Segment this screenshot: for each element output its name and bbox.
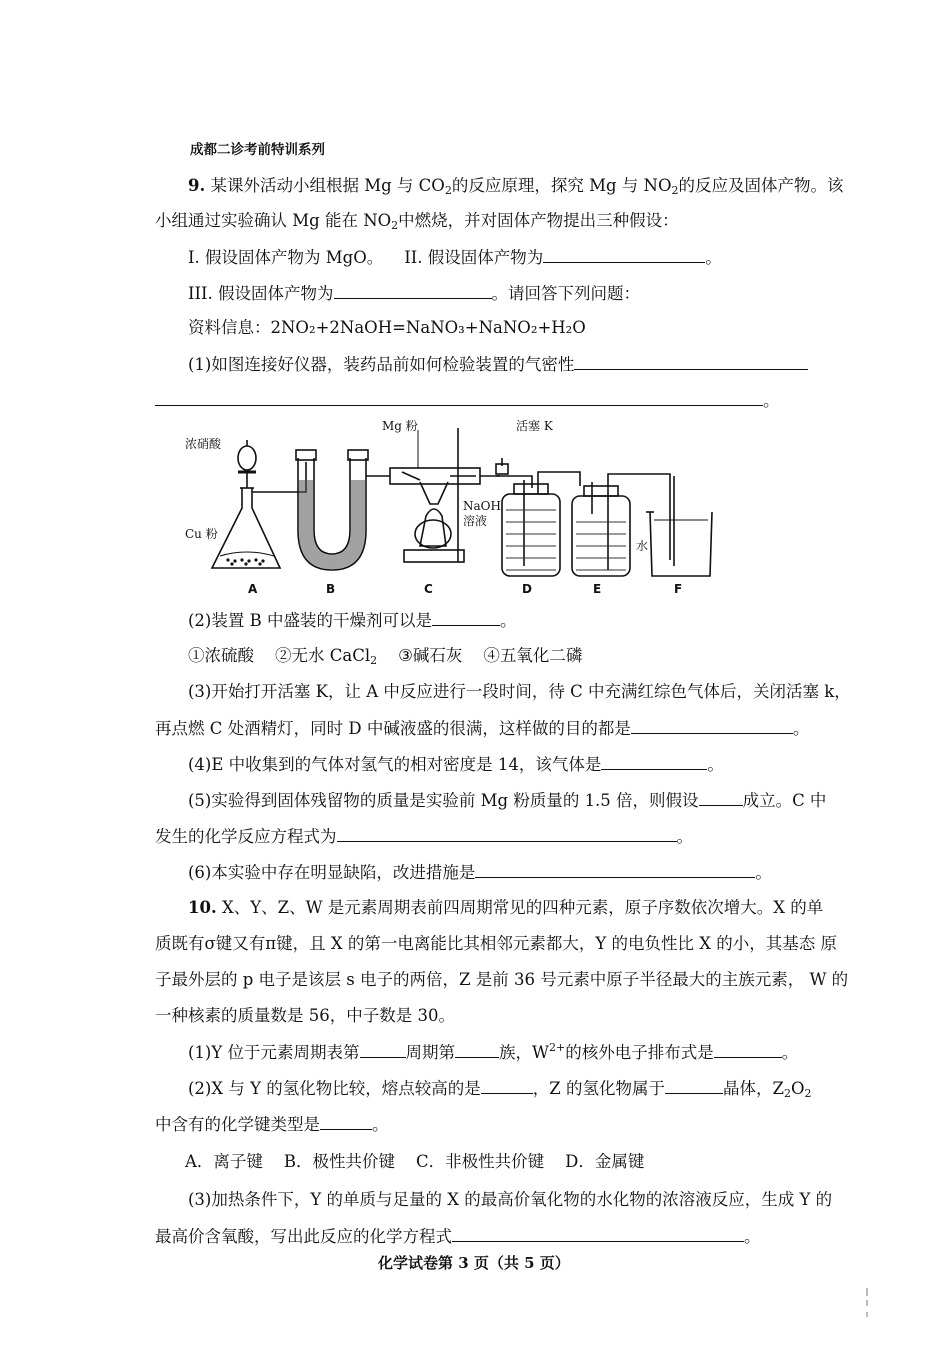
answer-blank[interactable] bbox=[432, 609, 500, 626]
label-water: 水 bbox=[636, 539, 649, 553]
q9-part3-line1: (3)开始打开活塞 K，让 A 中反应进行一段时间，待 C 中充满红综色气体后，关闭活塞 k， bbox=[188, 682, 851, 701]
hypothesis-3: III. 假设固体产物为 bbox=[188, 284, 334, 303]
q10-bond-options bbox=[185, 1151, 644, 1173]
q10-part3-line2: 最高价含氧酸，写出此反应的化学方程式 。 bbox=[155, 1227, 761, 1246]
q10-part2-c2: O bbox=[790, 1079, 805, 1098]
hypothesis-2: II. 假设固体产物为 bbox=[404, 248, 544, 267]
apparatus-e-bottle bbox=[572, 474, 670, 576]
q10-line4: 一种核素的质量数是 56，中子数是 30。 bbox=[155, 1006, 455, 1025]
apparatus-diagram bbox=[180, 410, 740, 602]
answer-blank[interactable] bbox=[631, 717, 793, 734]
q9-intro-text-a: 某课外活动小组根据 Mg 与 CO bbox=[210, 176, 445, 195]
answer-blank[interactable] bbox=[699, 789, 743, 806]
answer-blank[interactable] bbox=[455, 1041, 499, 1058]
answer-blank[interactable] bbox=[574, 353, 808, 370]
q10-part2-line2: 中含有的化学键类型是 。 bbox=[155, 1115, 389, 1134]
q10-part3-text: 最高价含氧酸，写出此反应的化学方程式 bbox=[155, 1227, 452, 1246]
q10-part1-c: 族，W bbox=[499, 1043, 549, 1062]
label-a: A bbox=[248, 582, 258, 596]
q10-part2-a: (2)X 与 Y 的氢化物比较，熔点较高的是 bbox=[188, 1079, 481, 1098]
label-f: F bbox=[674, 582, 683, 596]
q9-part5-eq-text: 发生的化学反应方程式为 bbox=[155, 827, 337, 846]
q9-part6: (6)本实验中存在明显缺陷，改进措施是 。 bbox=[188, 863, 772, 882]
series-header: 成都二诊考前特训系列 bbox=[190, 142, 325, 158]
q9-part4: (4)E 中收集到的气体对氢气的相对密度是 14，该气体是 。 bbox=[188, 755, 724, 774]
hypothesis-1: I. 假设固体产物为 MgO。 bbox=[188, 248, 384, 267]
q9-part5-line1 bbox=[188, 789, 826, 812]
q9-intro-text-c: 的反应及固体产物。该 bbox=[678, 176, 844, 195]
q9-part2-text: (2)装置 B 中盛装的干燥剂可以是 bbox=[188, 611, 432, 630]
q10-part2-d: 中含有的化学键类型是 bbox=[155, 1115, 320, 1134]
option-3: ③碱石灰 bbox=[398, 646, 463, 665]
q9-part4-text: (4)E 中收集到的气体对氢气的相对密度是 14，该气体是 bbox=[188, 755, 602, 774]
option-4: ④五氧化二磷 bbox=[483, 646, 583, 665]
q10-part1-d: 的核外电子排布式是 bbox=[565, 1043, 714, 1062]
reference-info: 资料信息：2NO₂+2NaOH=NaNO₃+NaNO₂+H₂O bbox=[188, 318, 586, 337]
answer-blank[interactable] bbox=[475, 861, 755, 878]
label-solution: 溶液 bbox=[463, 514, 488, 528]
q9-intro-line1: 9. 某课外活动小组根据 Mg 与 $CO_2$的反应原理，探究 Mg 与 $NO_2$的反应及固体产物。该 bbox=[188, 176, 844, 197]
scan-mark bbox=[866, 1300, 868, 1306]
q10-line1 bbox=[188, 897, 823, 919]
label-mg: Mg 粉 bbox=[382, 419, 418, 433]
q10-part2-b: ，Z 的氢化物属于 bbox=[532, 1079, 665, 1098]
q9-part5-text: (5)实验得到固体残留物的质量是实验前 Mg 粉质量的 1.5 倍，则假设 bbox=[188, 791, 699, 810]
label-valve: 活塞 K bbox=[516, 419, 553, 433]
q10-line2: 质既有σ键又有π键，且 X 的第一电离能比其相邻元素都大，Y 的电负性比 X 的小，其基态 原 bbox=[155, 934, 837, 953]
q10-part3-line1: (3)加热条件下，Y 的单质与足量的 X 的最高价氧化物的水化物的浓溶液反应，生成 Y 的 bbox=[188, 1190, 833, 1209]
scan-mark bbox=[866, 1312, 868, 1317]
answer-blank[interactable] bbox=[481, 1077, 533, 1094]
apparatus-c-heating bbox=[390, 428, 500, 562]
q9-intro-line2: 小组通过实验确认 Mg 能在 $NO_2$中燃烧，并对固体产物提出三种假设： bbox=[155, 211, 679, 232]
answer-blank[interactable] bbox=[155, 389, 763, 406]
q9-number: 9. bbox=[188, 176, 206, 195]
q9-part1-continuation: 。 bbox=[155, 389, 780, 412]
bond-option-d: D．金属键 bbox=[565, 1152, 645, 1171]
answer-blank[interactable] bbox=[320, 1113, 372, 1130]
apparatus-d-bottle bbox=[502, 472, 580, 576]
q10-part2: (2)X 与 Y 的氢化物比较，熔点较高的是 ，Z 的氢化物属于 晶体，$Z_2O_2$ bbox=[188, 1079, 812, 1100]
q9-part6-text: (6)本实验中存在明显缺陷，改进措施是 bbox=[188, 863, 476, 882]
q10-part2-c: 晶体，Z bbox=[722, 1079, 784, 1098]
answer-blank[interactable] bbox=[665, 1077, 723, 1094]
apparatus-b-utube bbox=[296, 450, 390, 570]
q10-text-1: X、Y、Z、W 是元素周期表前四周期常见的四种元素，原子序数依次增大。X 的单 bbox=[221, 898, 824, 917]
q10-part1-a: (1)Y 位于元素周期表第 bbox=[188, 1043, 360, 1062]
label-naoh: NaOH bbox=[463, 499, 501, 513]
q9-hypotheses-1-2: I. 假设固体产物为 MgO。 II. 假设固体产物为 。 bbox=[188, 248, 722, 267]
answer-blank[interactable] bbox=[452, 1225, 744, 1242]
bond-option-b: B．极性共价键 bbox=[283, 1152, 396, 1171]
scan-mark bbox=[866, 1288, 868, 1296]
option-2: ②无水 CaCl bbox=[274, 646, 371, 665]
answer-blank[interactable] bbox=[543, 246, 705, 263]
bond-option-c: C．非极性共价键 bbox=[416, 1152, 545, 1171]
q9-part3-line2: 再点燃 C 处酒精灯，同时 D 中碱液盛的很满，这样做的目的都是 。 bbox=[155, 719, 810, 738]
answer-blank[interactable] bbox=[714, 1041, 782, 1058]
q9-part2: (2)装置 B 中盛装的干燥剂可以是 。 bbox=[188, 611, 517, 630]
q9-intro2-text-b: 中燃烧，并对固体产物提出三种假设： bbox=[398, 211, 679, 230]
label-cu: Cu 粉 bbox=[185, 527, 218, 541]
bond-option-a: A．离子键 bbox=[185, 1152, 263, 1171]
option-1: ①浓硫酸 bbox=[188, 646, 254, 665]
apparatus-f-beaker bbox=[646, 476, 712, 576]
q10-part1-b: 周期第 bbox=[405, 1043, 456, 1062]
q9-part2-options: ①浓硫酸 ②无水 CaCl$_2$ ③碱石灰 ④五氧化二磷 bbox=[188, 646, 583, 667]
q10-line3: 子最外层的 p 电子是该层 s 电子的两倍，Z 是前 36 号元素中原子半径最大的主族元素， W 的 bbox=[155, 970, 849, 989]
answer-blank[interactable] bbox=[601, 753, 707, 770]
hypothesis-3-tail: 。请回答下列问题： bbox=[491, 284, 641, 303]
charge-superscript: 2+ bbox=[548, 1041, 566, 1054]
q9-intro2-text-a: 小组通过实验确认 Mg 能在 NO bbox=[155, 211, 392, 230]
answer-blank[interactable] bbox=[334, 282, 492, 299]
label-e: E bbox=[593, 582, 602, 596]
q9-part5-line2: 发生的化学反应方程式为 。 bbox=[155, 827, 693, 846]
label-c: C bbox=[424, 582, 433, 596]
q10-part1: (1)Y 位于元素周期表第 周期第 族，$W^{2+}$的核外电子排布式是 。 bbox=[188, 1041, 799, 1062]
apparatus-a-flask bbox=[212, 440, 306, 568]
answer-blank[interactable] bbox=[337, 825, 677, 842]
q9-part3-text: 再点燃 C 处酒精灯，同时 D 中碱液盛的很满，这样做的目的都是 bbox=[155, 719, 631, 738]
page-footer: 化学试卷第 3 页（共 5 页） bbox=[378, 1254, 570, 1272]
q9-hypothesis-3 bbox=[188, 282, 640, 305]
label-acid: 浓硝酸 bbox=[185, 437, 222, 451]
label-b: B bbox=[326, 582, 336, 596]
q9-intro-text-b: 的反应原理，探究 Mg 与 NO bbox=[451, 176, 672, 195]
q9-part1 bbox=[188, 353, 808, 376]
q10-number: 10. bbox=[188, 898, 217, 917]
q9-part5-tail: 成立。C 中 bbox=[742, 791, 827, 810]
label-d: D bbox=[522, 582, 532, 596]
answer-blank[interactable] bbox=[360, 1041, 406, 1058]
q9-part1-text: (1)如图连接好仪器，装药品前如何检验装置的气密性 bbox=[188, 355, 575, 374]
